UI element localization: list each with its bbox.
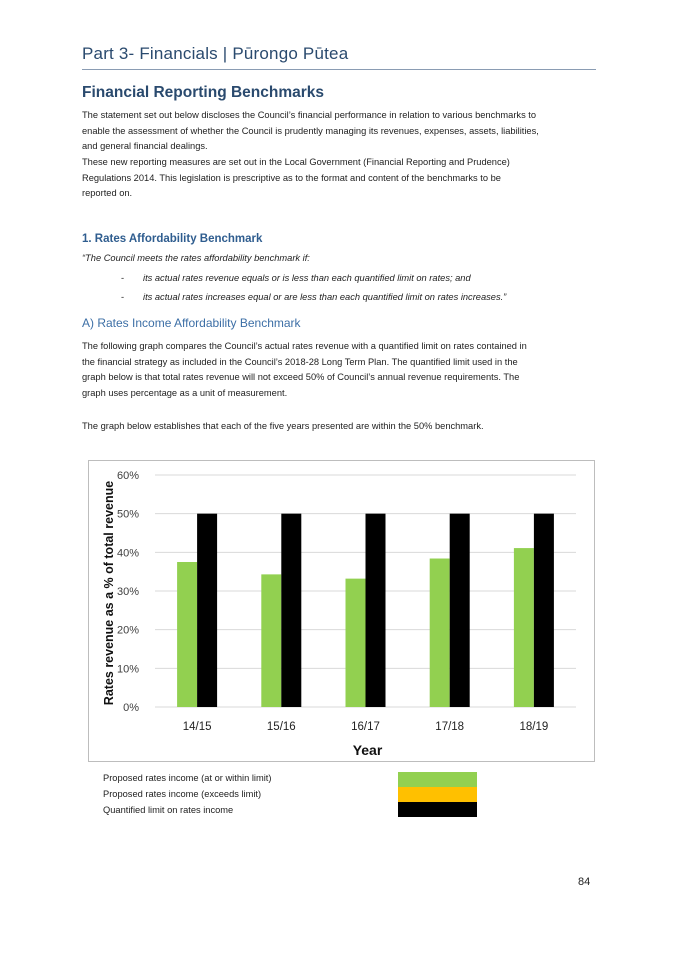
- bullet-text: its actual rates revenue equals or is less than each quantified limit on rates; and: [143, 273, 471, 283]
- x-tick-label: 14/15: [182, 721, 212, 733]
- subsection-line-4: graph uses percentage as a unit of measurement.: [82, 387, 288, 398]
- subsection-heading: A) Rates Income Affordability Benchmark: [82, 316, 301, 330]
- bar-rates-revenue: [177, 562, 197, 707]
- legend-label: Proposed rates income (exceeds limit): [103, 789, 262, 799]
- bar-rates-revenue: [514, 548, 534, 707]
- x-tick-label: 16/17: [351, 721, 380, 733]
- header-divider: [82, 69, 596, 70]
- bar-quantified-limit: [366, 514, 386, 707]
- x-tick-label: 18/19: [519, 721, 549, 733]
- page-number: 84: [578, 876, 591, 888]
- legend-label: Quantified limit on rates income: [103, 805, 234, 815]
- intro-line-5: Regulations 2014. This legislation is prescriptive as to the format and content of the benchmarks to be: [82, 172, 501, 183]
- x-tick-label: 15/16: [266, 721, 296, 733]
- bar-rates-revenue: [430, 559, 450, 707]
- intro-line-3: and general financial dealings.: [82, 141, 208, 151]
- bar-rates-revenue: [346, 579, 366, 707]
- benchmark-quote: “The Council meets the rates affordability benchmark if:: [82, 253, 310, 263]
- subsection-line-5: The graph below establishes that each of the five years presented are within the 50% benchmark.: [82, 421, 484, 431]
- page-header-title: Part 3- Financials | Pūrongo Pūtea: [82, 44, 349, 63]
- bar-quantified-limit: [281, 514, 301, 707]
- section-title: Financial Reporting Benchmarks: [82, 84, 325, 101]
- y-tick-label: 0%: [123, 702, 139, 714]
- y-axis-title: Rates revenue as a % of total revenue: [102, 480, 116, 706]
- chart-canvas: [89, 461, 594, 761]
- y-tick-label: 30%: [116, 586, 139, 598]
- x-axis-title: Year: [352, 742, 383, 758]
- intro-line-1: The statement set out below discloses the Council’s financial performance in relation to various benchmarks to: [82, 110, 537, 120]
- rates-income-chart: [88, 460, 595, 762]
- bar-quantified-limit: [534, 514, 554, 707]
- intro-line-2: enable the assessment of whether the Council is prudently managing its revenues, expenses, assets, liabilities,: [82, 125, 539, 136]
- bar-quantified-limit: [450, 514, 470, 707]
- subsection-line-1: The following graph compares the Council’s actual rates revenue with a quantified limit on rates contained in: [82, 341, 527, 351]
- bullet-text: its actual rates increases equal or are less than each quantified limit on rates increases.”: [143, 292, 507, 302]
- y-tick-label: 60%: [116, 470, 139, 482]
- legend-swatch-black: [398, 802, 477, 817]
- bar-rates-revenue: [261, 574, 281, 707]
- y-tick-label: 10%: [116, 663, 139, 676]
- benchmark-heading: 1. Rates Affordability Benchmark: [82, 233, 263, 245]
- y-tick-label: 20%: [116, 624, 139, 637]
- benchmark-bullet: [121, 292, 506, 302]
- bar-quantified-limit: [197, 514, 217, 707]
- y-tick-label: 40%: [116, 547, 139, 560]
- subsection-line-3: graph below is that total rates revenue will not exceed 50% of Council’s annual revenue requirements. The: [82, 372, 520, 382]
- bullet-dash: -: [121, 292, 125, 302]
- intro-line-4: These new reporting measures are set out in the Local Government (Financial Reporting and Prudence): [82, 157, 510, 167]
- x-tick-label: 17/18: [435, 721, 465, 733]
- bullet-dash: -: [121, 273, 125, 283]
- benchmark-bullet: [121, 273, 471, 283]
- legend-label: Proposed rates income (at or within limit): [103, 773, 272, 783]
- intro-line-6: reported on.: [82, 188, 133, 198]
- subsection-line-2: the financial strategy as included in the Council’s 2018-28 Long Term Plan. The quantified limit used in the: [82, 356, 518, 367]
- y-tick-label: 50%: [116, 508, 139, 521]
- legend-swatch-green: [398, 772, 477, 787]
- legend-swatch-orange: [398, 787, 477, 802]
